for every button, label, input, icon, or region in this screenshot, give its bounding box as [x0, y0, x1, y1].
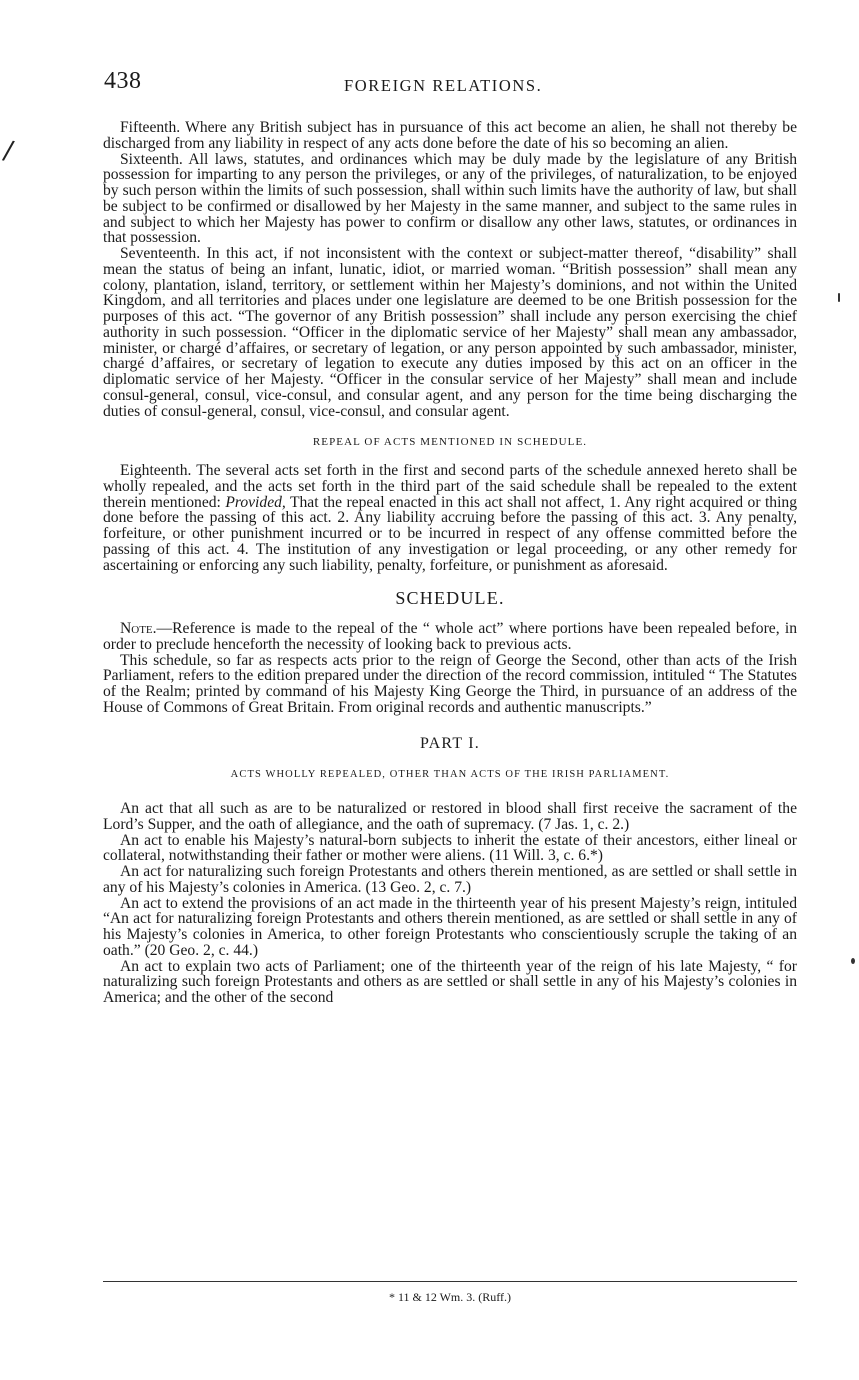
body-text	[103, 120, 797, 1006]
schedule-heading: SCHEDULE.	[395, 588, 505, 609]
part-subheading: ACTS WHOLLY REPEALED, OTHER THAN ACTS OF THE IRISH PARLIAMENT.	[230, 769, 670, 781]
paragraph-eighteenth	[103, 463, 797, 573]
act-entry: An act that all such as are to be naturalized or restored in blood shall first receive the sacrament of the Lord’s Supper, and the oath of allegiance, and the oath of supremacy. (7 Jas. 1, c. 2.)	[103, 800, 797, 833]
footnote-rule	[103, 1281, 797, 1282]
ink-speck	[838, 293, 840, 302]
paragraph-sixteenth: Sixteenth. All laws, statutes, and ordinances which may be duly made by the legislature of any British possession for imparting to any person the privileges, or any of the privileges, of naturalization, to be enjoyed by such person within the limits of such possession, shall within such limits have the authority of law, but shall be subject to be confirmed or disallowed by her Majesty in the same manner, and subject to the same rules in and subject to which her Majesty has power to confirm or disallow any other laws, statutes, or ordinances in that possession.	[103, 150, 797, 247]
schedule-paragraph: This schedule, so far as respects acts prior to the reign of George the Second, other than acts of the Irish Parliament, refers to the edition prepared under the direction of the record commission, intituled “ The Statutes of the Realm; printed by command of his Majesty King George the Third, in pursuance of an address of the House of Commons of Great Britain. From original records and authentic manuscripts.”	[103, 651, 797, 716]
eighteenth-text-a: Eighteenth. The several acts set forth in the first and second parts of the schedule annexed hereto shall be wholly repealed, and the acts set forth in the third part of the said schedule shall be repealed to the extent therein mentioned:	[103, 462, 797, 511]
repeal-heading: REPEAL OF ACTS MENTIONED IN SCHEDULE.	[312, 436, 588, 449]
footnote: * 11 & 12 Wm. 3. (Ruff.)	[388, 1290, 512, 1304]
act-entry: An act to enable his Majesty’s natural-born subjects to inherit the estate of their ancestors, either lineal or collateral, notwithstanding their father or mother were aliens. (11 Will. 3, c. 6.*)	[103, 831, 797, 865]
ink-speck	[851, 958, 855, 964]
note-label: Note.	[120, 620, 157, 637]
act-entry: An act for naturalizing such foreign Protestants and others therein mentioned, as are settled or shall settle in any of his Majesty’s colonies in America. (13 Geo. 2, c. 7.)	[103, 863, 797, 896]
act-entry: An act to extend the provisions of an act made in the thirteenth year of his present Majesty’s reign, intituled “An act for naturalizing foreign Protestants and others therein mentioned, as are settled or shall settle in any of his Majesty’s colonies in America, to other foreign Protestants who conscientiously scruple the taking of an oath.” (20 Geo. 2, c. 44.)	[103, 894, 797, 959]
paragraph-fifteenth: Fifteenth. Where any British subject has in pursuance of this act become an alien, he shall not thereby be discharged from any liability in respect of any acts done before the date of his so becoming an alien.	[103, 119, 797, 152]
margin-pencil-mark: /	[0, 135, 16, 167]
eighteenth-provided: Provided,	[225, 493, 286, 511]
running-title: FOREIGN RELATIONS.	[344, 76, 543, 95]
paragraph-seventeenth: Seventeenth. In this act, if not inconsistent with the context or subject-matter thereof, “disability” shall mean the status of being an infant, lunatic, idiot, or married woman. “British possession” shall mean any colony, plantation, island, territory, or settlement within her Majesty’s dominions, and not within the United Kingdom, and all territories and places under one legislature are deemed to be one British possession for the purposes of this act. “The governor of any British possession” shall include any person exercising the chief authority in such possession. “Officer in the diplomatic service of her Majesty” shall mean any ambassador, minister, or chargé d’affaires, or secretary of legation, or any person appointed by such ambassador, minister, chargé d’affaires, or secretary of legation to execute any duties imposed by this act on an officer in the diplomatic service of her Majesty. “Officer in the consular service of her Majesty” shall mean and include consul-general, consul, vice-consul, and consular agent, and any person for the time being discharging the duties of consul-general, consul, vice-consul, and consular agent.	[103, 245, 797, 420]
eighteenth-text-b: That the repeal enacted in this act shall not affect, 1. Any right acquired or thing done before the passing of this act. 2. Any liability accruing before the passing of this act. 3. Any penalty, forfeiture, or other punishment incurred or to be incurred in respect of any offense committed before the passing of this act. 4. The institution of any investigation or legal proceeding, or any other remedy for ascertaining or enforcing any such liability, penalty, forfeiture, or punishment as aforesaid.	[103, 493, 798, 574]
note-paragraph	[103, 621, 797, 653]
page-header	[104, 68, 804, 98]
note-text: —Reference is made to the repeal of the “ whole act” where portions have been repealed before, in order to preclude henceforth the necessity of looking back to previous acts.	[103, 620, 797, 653]
page-number: 438	[104, 68, 142, 94]
act-entry: An act to explain two acts of Parliament; one of the thirteenth year of the reign of his late Majesty, “ for naturalizing such foreign Protestants and others as are settled or shall settle in any of his Majesty’s colonies in America; and the other of the second	[103, 957, 797, 1006]
part-heading: PART I.	[420, 734, 480, 752]
